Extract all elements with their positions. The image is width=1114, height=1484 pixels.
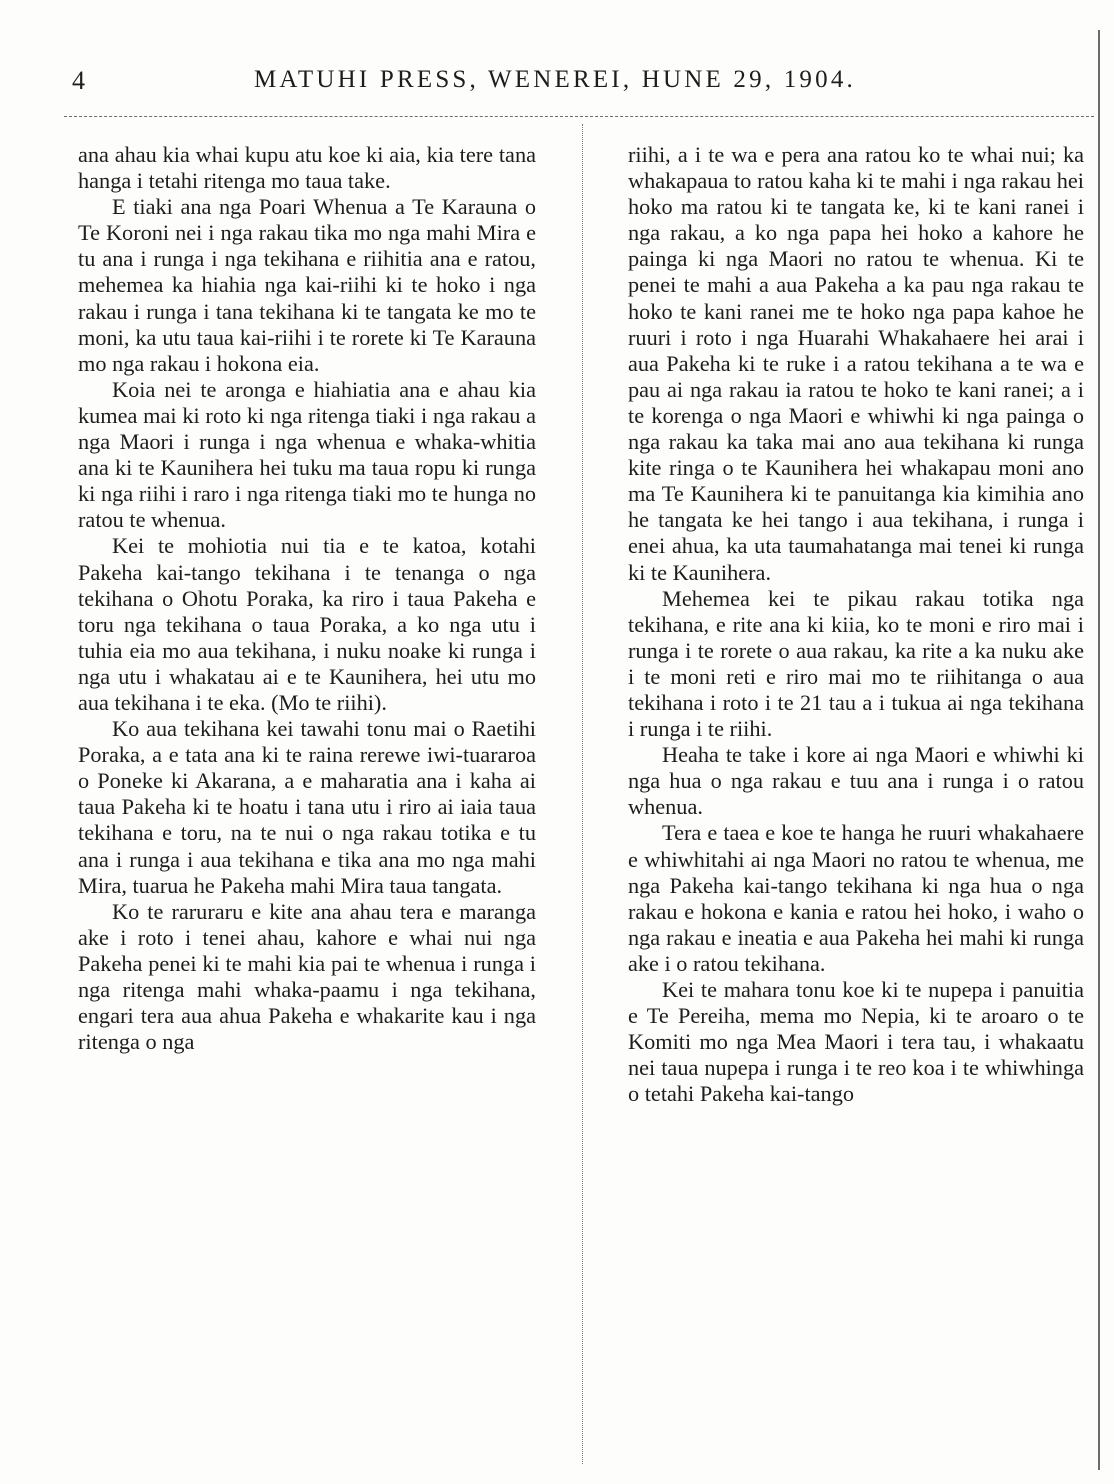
column-divider [582,124,583,1464]
page-number: 4 [72,66,86,95]
paragraph: Kei te mohiotia nui tia e te katoa, kotahi Pakeha kai-tango tekihana i te tenanga o nga tekihana o Ohotu Poraka, ka riro i taua Pakeha e toru nga tekihana o taua Poraka, a ko nga utu i tuhia eia mo aua tekihana, i nuku noake ki runga i nga utu i whakatau ai e te Kaunihera, hei utu mo aua tekihana i te eka. (Mo te riihi). [78,533,536,715]
paragraph: riihi, a i te wa e pera ana ratou ko te whai nui; ka whakapaua to ratou kaha ki te mahi i nga rakau hei hoko ma ratou ki te tangata ke, ki te kani ranei i nga rakau, a ko nga papa hei hoko a kahore he painga ki nga Maori no ratou te whenua. Ki te penei te mahi a aua Pakeha a ka pau nga rakau te hoko te kani ranei me te hoko nga papa kahoe he ruuri i roto i nga Huarahi Whakahaere hei arai i aua Pakeha ki te ruke i a ratou tekihana a te wa e pau ai nga rakau ia ratou te hoko te kani ranei; a i te korenga o nga Maori e whiwhi ki nga painga o nga rakau ka taka mai ano aua tekihana ki runga kite ringa o te Kaunihera hei whakapau moni ano ma Te Kaunihera ki te panuitanga kia kimihia ano he tangata ke hei tango i aua tekihana, i runga i enei ahua, ka uta taumahatanga mai tenei ki runga ki te Kaunihera. [628,142,1084,585]
paragraph: E tiaki ana nga Poari Whenua a Te Karauna o Te Koroni nei i nga rakau tika mo nga mahi Mira e tu ana i runga i nga tekihana e riihitia ana e ratou, mehemea ka hiahia nga kai-riihi ki te hoko i nga rakau i runga i tana tekihana ki te tangata ke mo te moni, ka utu taua kai-riihi i te rorete ki Te Karauna mo nga rakau i hokona eia. [78,194,536,376]
paragraph: Koia nei te aronga e hiahiatia ana e ahau kia kumea mai ki roto ki nga ritenga tiaki i nga rakau a nga Maori i runga i nga whenua e whaka-whitia ana ki te Kaunihera hei tuku ma taua ropu ki runga ki nga riihi i raro i nga ritenga tiaki mo te hunga no ratou te whenua. [78,376,536,533]
page-edge-line [1098,30,1100,1470]
paragraph: Kei te mahara tonu koe ki te nupepa i panuitia e Te Pereiha, mema mo Nepia, ki te aroaro o te Komiti mo nga Mea Maori i tera tau, i whakaatu nei taua nupepa i runga i te reo koa i te whiwhinga o tetahi Pakeha kai-tango [628,977,1084,1107]
masthead: MATUHI PRESS, WENEREI, HUNE 29, 1904. [254,66,856,93]
left-column [78,142,536,1055]
right-column [628,142,1084,1107]
page-header [64,66,1064,106]
paragraph: Heaha te take i kore ai nga Maori e whiwhi ki nga hua o nga rakau e tuu ana i runga i o ratou whenua. [628,742,1084,820]
paragraph: Mehemea kei te pikau rakau totika nga tekihana, e rite ana ki kiia, ko te moni e riro mai i runga i te rorete o aua rakau, ka rite a ka nuku ake i te moni reti e riro mai mo te riihitanga o aua tekihana i roto i te 21 tau a i tukua ai nga tekihana i runga i te riihi. [628,585,1084,742]
paragraph: Ko aua tekihana kei tawahi tonu mai o Raetihi Poraka, a e tata ana ki te raina rerewe iwi-tuararoa o Poneke ki Akarana, a e maharatia ana i kaha ai taua Pakeha ki te hoatu i tana utu i riro ai iaia taua tekihana e toru, na te nui o nga rakau totika e tu ana i runga i aua tekihana e tika ana mo nga mahi Mira, tuarua he Pakeha mahi Mira taua tangata. [78,716,536,898]
paragraph: ana ahau kia whai kupu atu koe ki aia, kia tere tana hanga i tetahi ritenga mo taua take. [78,142,536,194]
header-rule [64,116,1094,117]
paragraph: Tera e taea e koe te hanga he ruuri whakahaere e whiwhitahi ai nga Maori no ratou te whenua, me nga Pakeha kai-tango tekihana ki nga hua o nga rakau e hokona e kania e ratou hei hoko, i waho o nga rakau e ineatia e aua Pakeha hei mahi ki runga ake i o ratou tekihana. [628,820,1084,976]
paragraph: Ko te raruraru e kite ana ahau tera e maranga ake i roto i tenei ahau, kahore e whai nui nga Pakeha penei ki te mahi kia pai te whenua i runga i nga ritenga mahi whaka-paamu i nga tekihana, engari tera aua ahua Pakeha e whakarite kau i nga ritenga o nga [78,898,536,1055]
